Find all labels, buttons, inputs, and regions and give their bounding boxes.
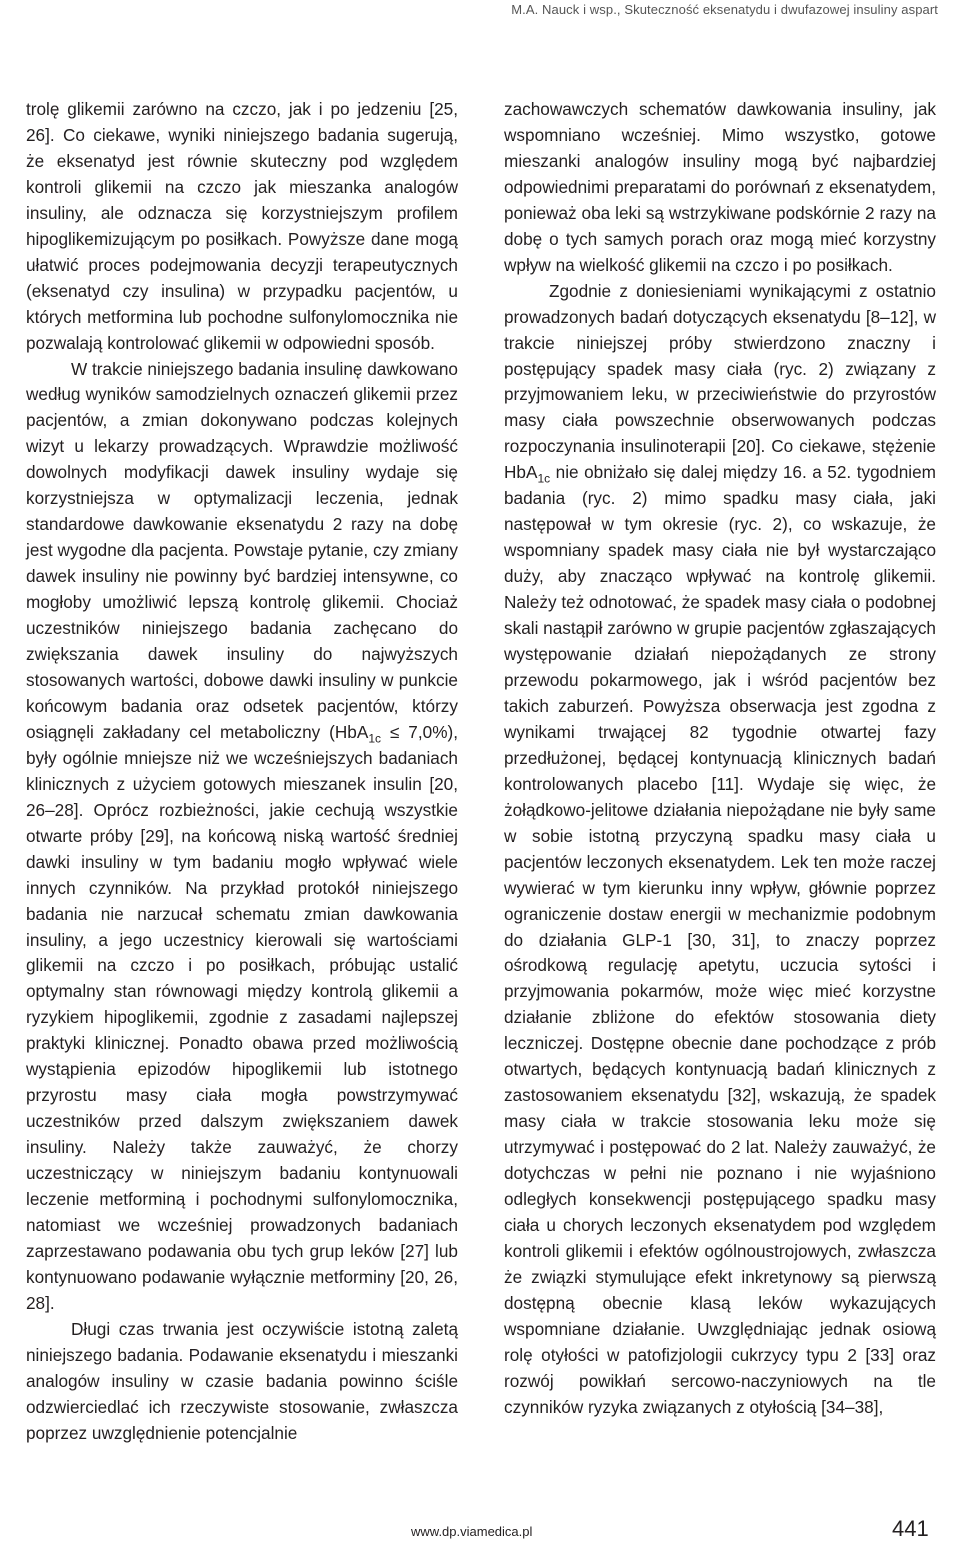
paragraph — [26, 1317, 458, 1447]
paragraph-text: nie obniżało się dalej między 16. a 52. tygodniem badania (ryc. 2) mimo spadku masy ciała, jaki następował w tym okresie (ryc. 2), co wskazuje, że wspomniany spadek masy ciała nie był wystarczająco duży, aby znacząco wpływać na kontrolę glikemii. Należy też odnotować, że spadek masy ciała o podobnej skali nastąpił zarówno w grupie pacjentów zgłaszających występowanie działań niepożądanych ze strony przewodu pokarmowego, jak i wśród pacjentów bez takich zaburzeń. Powyższa obserwacja jest zgodna z wynikami trwającej 82 tygodnie otwartej fazy przedłużonej, będącej kontynuacją klinicznych badań kontrolowanych placebo [11]. Wydaje się więc, że żołądkowo-jelitowe działania niepożądane nie były same w sobie istotną przyczyną spadku masy ciała u pacjentów leczonych eksenatydem. Lek ten może raczej wywierać w tym kierunku inny wpływ, głównie poprzez ograniczenie dostaw energii w mechanizmie podobnym do działania GLP-1 [30, 31], to znaczy poprzez ośrodkową regulację apetytu, uczucia sytości i przyjmowania pokarmów, może więc mieć korzystne działanie zbliżone do efektów stosowania diety leczniczej. Dostępne obecnie dane pochodzące z prób otwartych, będących kontynuacją badań klinicznych z zastosowaniem eksenatydu [32], wskazują, że spadek masy ciała w trakcie stosowania leku może się utrzymywać i postępować do 2 lat. Należy zauważyć, że dotychczas w pełni nie poznano i nie wyjaśniono odległych konsekwencji postępującego spadku masy ciała u chorych leczonych eksenatydem pod względem kontroli glikemii i efektów ogólnoustrojowych, zwłaszcza że związki stymulujące efekt inkretynowy są pierwszą dostępną obecnie klasą leków wykazujących wspomniane działanie. Uwzględniając jednak osiową rolę otyłości w patofizjologii cukrzycy typu 2 [33] oraz rozwój powikłań sercowo-naczyniowych na tle czynników ryzyka związanych z otyłością [34–38], — [504, 462, 936, 1417]
paragraph-text: Długi czas trwania jest oczywiście istotną zaletą niniejszego badania. Podawanie eksenatydu i mieszanki analogów insuliny w czasie badania powinno ściśle odzwierciedlać ich rzeczywiste stosowanie, zwłaszcza poprzez uwzględnienie potencjalnie — [26, 1318, 458, 1443]
page-footer — [0, 1516, 960, 1540]
subscript: 1c — [537, 471, 551, 486]
page-number: 441 — [892, 1516, 929, 1541]
paragraph — [504, 279, 936, 1421]
paragraph — [26, 357, 458, 1317]
paragraph-text: Zgodnie z doniesieniami wynikającymi z ostatnio prowadzonych badań dotyczących eksenatydu [8–12], w trakcie niniejszej próby stwierdzono znaczny i postępujący spadek masy ciała (ryc. 2) związany z przyjmowaniem leku, w przeciwieństwie do przyrostów masy ciała powszechnie obserwowanych podczas rozpoczynania insulinoterapii [20]. Co ciekawe, stężenie HbA — [504, 280, 936, 483]
paragraph-text: zachowawczych schematów dawkowania insuliny, jak wspomniano wcześniej. Mimo wszystko, gotowe mieszanki analogów insuliny mogą być najbardziej odpowiednimi preparatami do porównań z eksenatydem, ponieważ oba leki są wstrzykiwane podskórnie 2 razy na dobę o tych samych porach oraz mogą mieć korzystny wpływ na wielkość glikemii na czczo i po posiłkach. — [504, 99, 936, 275]
running-header: M.A. Nauck i wsp., Skuteczność eksenatydu i dwufazowej insuliny aspart — [511, 2, 938, 17]
paragraph — [504, 97, 936, 279]
journal-url: www.dp.viamedica.pl — [411, 1524, 533, 1539]
paragraph-text: W trakcie niniejszego badania insulinę dawkowano według wyników samodzielnych oznaczeń glikemii przez pacjentów, a zmian dokonywano podczas kolejnych wizyt u lekarzy prowadzących. Wprawdzie możliwość dowolnych modyfikacji dawek insuliny wydaje się korzystniejsza w optymalizacji leczenia, jednak standardowe dawkowanie eksenatydu 2 razy na dobę jest wygodne dla pacjenta. Powstaje pytanie, czy zmiany dawek insuliny nie powinny być bardziej intensywne, co mogłoby umożliwić lepszą kontrolę glikemii. Chociaż uczestników niniejszego badania zachęcano do zwiększania dawek insuliny do najwyższych stosowanych wartości, dobowe dawki insuliny w punkcie końcowym badania oraz odsetek pacjentów, którzy osiągnęli zakładany cel metaboliczny (HbA — [26, 358, 458, 742]
paragraph-text: trolę glikemii zarówno na czczo, jak i po jedzeniu [25, 26]. Co ciekawe, wyniki niniejszego badania sugerują, że eksenatyd jest równie skuteczny pod względem kontroli glikemii na czczo jak mieszanka analogów insuliny, ale odznacza się korzystniejszym profilem hipoglikemizującym po posiłkach. Powyższe dane mogą ułatwić proces podejmowania decyzji terapeutycznych (eksenatyd czy insulina) w przypadku pacjentów, u których metformina lub pochodne sulfonylomocznika nie pozwalają kontrolować glikemii w odpowiedni sposób. — [26, 99, 458, 353]
paragraph — [26, 97, 458, 357]
right-column — [504, 97, 936, 1421]
left-column — [26, 97, 458, 1447]
paragraph-text: ≤ 7,0%), były ogólnie mniejsze niż we wcześniejszych badaniach klinicznych z użyciem gotowych mieszanek insulin [20, 26–28]. Oprócz rozbieżności, jakie cechują wszystkie otwarte próby [29], na końcową niską wartość średniej dawki insuliny w tym badaniu mogło wpływać wiele innych czynników. Na przykład protokół niniejszego badania nie narzucał schematu zmian dawkowania insuliny, a jego uczestnicy kierowali się wartościami glikemii na czczo i po posiłkach, próbując ustalić optymalny stan równowagi między kontrolą glikemii a ryzykiem hipoglikemii, zgodnie z zasadami najlepszej praktyki klinicznej. Ponadto obawa przed możliwością wystąpienia epizodów hipoglikemii lub istotnego przyrostu masy ciała mogła powstrzymywać uczestników przed dalszym zwiększaniem dawek insuliny. Należy także zauważyć, że chorzy uczestniczący w niniejszym badaniu kontynuowali leczenie metforminą i pochodnymi sulfonylomocznika, natomiast we wcześniej prowadzonych badaniach zaprzestawano podawania obu tych grup leków [27] lub kontynuowano podawanie wyłącznie metforminy [20, 26, 28]. — [26, 721, 458, 1313]
subscript: 1c — [368, 731, 382, 746]
